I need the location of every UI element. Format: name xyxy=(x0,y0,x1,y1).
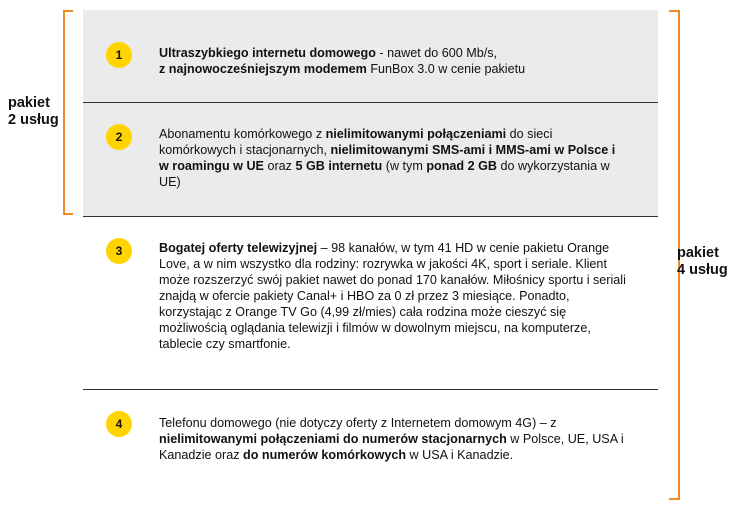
bold-text: ponad 2 GB xyxy=(426,159,497,173)
label-4-line1: pakiet xyxy=(677,245,719,261)
bold-text: nielimitowanymi SMS-ami i MMS-ami w Polsce i w roamingu w UE xyxy=(159,143,616,173)
bold-text: nielimitowanymi połączeniami do numerów stacjonarnych xyxy=(159,432,507,446)
number-badge-3: 3 xyxy=(106,238,132,264)
bold-text: z najnowocześniejszym modemem xyxy=(159,62,367,76)
label-4-line2: 4 usług xyxy=(677,262,728,278)
label-2-services xyxy=(8,95,59,129)
number-badge-4: 4 xyxy=(106,411,132,437)
bracket-2-services xyxy=(63,10,73,215)
bold-text: nielimitowanymi połączeniami xyxy=(325,127,507,141)
bold-text: do numerów komórkowych xyxy=(243,448,407,462)
service-description-landline: Telefonu domowego (nie dotyczy oferty z Internetem domowym 4G) – z nielimitowanymi połączeniami do numerów stacjonarnych w Polsce, UE, USA i Kanadzie oraz do numerów komórkowych w USA i Kanadzie. xyxy=(159,416,624,462)
service-description-internet: Ultraszybkiego internetu domowego - nawet do 600 Mb/s, z najnowocześniejszym modemem FunBox 3.0 w cenie pakietu xyxy=(159,46,526,76)
service-description-mobile: Abonamentu komórkowego z nielimitowanymi połączeniami do sieci komórkowych i stacjonarnych, nielimitowanymi SMS-ami i MMS-ami w Polsce i w roamingu w UE oraz 5 GB internetu (w tym ponad 2 GB do wykorzystania w UE) xyxy=(159,127,616,189)
bold-text: Bogatej oferty telewizyjnej xyxy=(159,241,318,255)
number-badge-1: 1 xyxy=(106,42,132,68)
bold-text: Ultraszybkiego internetu domowego xyxy=(159,46,376,60)
label-4-services xyxy=(677,245,728,279)
divider-2 xyxy=(83,216,658,217)
divider-3 xyxy=(83,389,658,390)
label-2-line2: 2 usług xyxy=(8,112,59,128)
bold-text: 5 GB internetu xyxy=(295,159,383,173)
label-2-line1: pakiet xyxy=(8,95,50,111)
divider-1 xyxy=(83,102,658,103)
number-badge-2: 2 xyxy=(106,124,132,150)
service-description-tv: Bogatej oferty telewizyjnej – 98 kanałów, w tym 41 HD w cenie pakietu Orange Love, a w nim wszystko dla rodziny: rozrywka w jakości 4K, sport i seriale. Klient może rozszerzyć swój pakiet nawet do ponad 170 kanałów. Miłośnicy sportu i seriali znajdą w ofercie pakiety Canal+ i HBO za 0 zł przez 3 miesiące. Ponadto, korzystając z Orange TV Go (4,99 zł/mies) cała rodzina może cieszyć się możliwością oglądania telewizji i filmów w dowolnym miejscu, na komputerze, tablecie czy smartfonie. xyxy=(159,241,626,351)
